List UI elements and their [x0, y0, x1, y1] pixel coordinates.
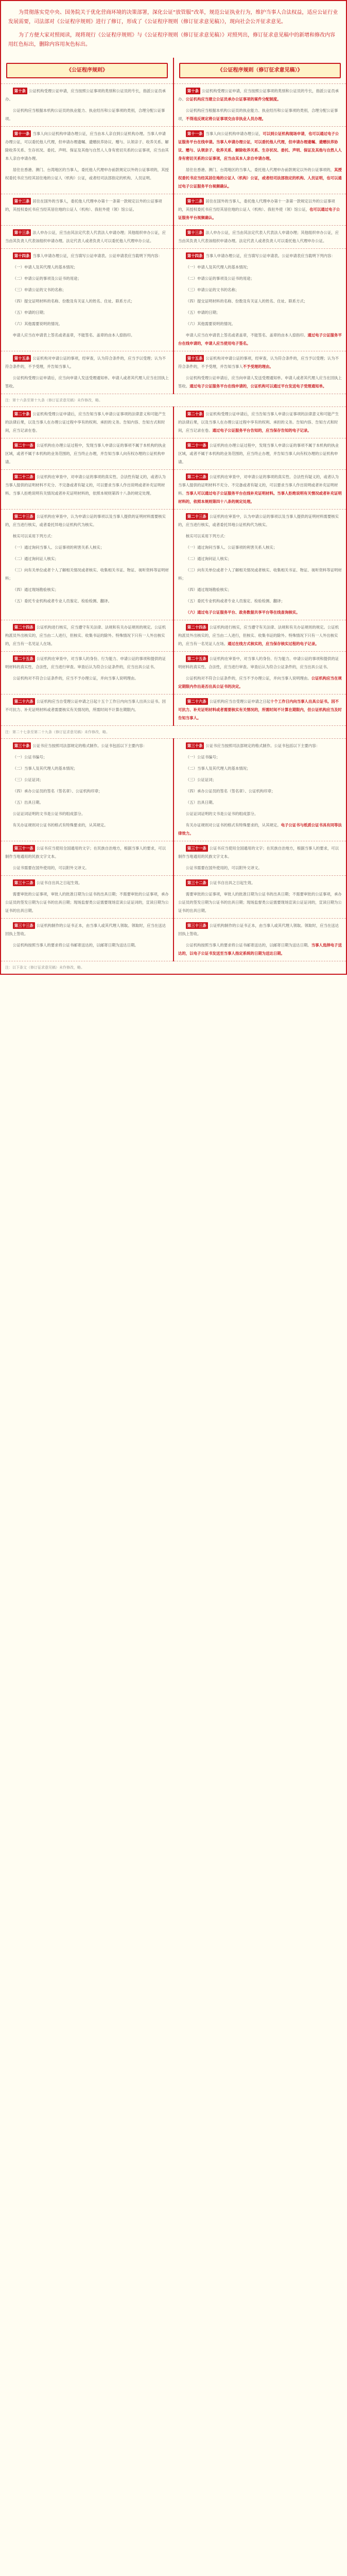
table-row — [1, 351, 346, 394]
clause-paragraph — [5, 309, 169, 317]
clause-text: 公证机构对申请公证的事项，经审查，认为符合条件的，应当予以受理；认为不符合条件的，不予受理，并告知当事人 — [178, 356, 339, 369]
revised-text: 通过电子公证服务平台告知的，应当保存告知的电子记录。 — [212, 428, 311, 433]
table-row — [1, 652, 346, 694]
clause-paragraph — [5, 166, 169, 182]
clause-paragraph — [5, 197, 169, 214]
clause-paragraph — [178, 374, 342, 391]
revised-text: 当事人选择电子送达的，以电子公证书发送至当事人指定系统的日期为送达日期。 — [178, 943, 342, 956]
revised-text: 通过在线方式核实的，应当保存核实过程的电子记录。 — [228, 641, 319, 646]
clause-text: 公证机构应当根据本机构公证员的执业能力、执业经历和公证事项的类别，合理分配公证事项， — [178, 108, 338, 121]
clause-text: 公证机构对不符合公证条件的，应当不予办理公证，并向当事人说明理由。 — [185, 676, 311, 681]
clause-text: 公证机构受理公证申请，应当按照公证事项的类别和公证员的专长，指派公证员承办。 — [5, 89, 166, 101]
article-number: 第十三条 — [13, 229, 31, 236]
right-cell — [173, 249, 346, 351]
clause-paragraph — [178, 320, 342, 328]
table-row — [1, 438, 346, 470]
clause-paragraph — [178, 922, 342, 938]
article-number: 第三十条 — [186, 742, 204, 749]
header-right: 《公证程序规则（修订征求意见稿）》 — [179, 63, 341, 78]
right-cell — [173, 652, 346, 694]
clause-text: （五）申请的日期； — [185, 310, 220, 315]
clause-paragraph — [178, 810, 342, 818]
clause-text: 居住在国外的当事人，委托他人代理申办第十一条第一款规定以外的公证事项的，其授权委托书应当经其居住地的公证人（机构）、我驻外使（领）馆公证。 — [5, 199, 162, 212]
clause-paragraph — [178, 263, 342, 272]
clause-paragraph — [5, 555, 169, 563]
clause-paragraph — [5, 844, 169, 861]
table-row — [1, 127, 346, 194]
clause-text: 公证机构在审查中，对当事人的身份、行为能力、申请公证的事项和提供的证明材料的真实性、合法性，应当进行审查。审查后认为符合公证条件的，应当出具公证书。 — [178, 656, 339, 669]
header-row — [1, 58, 346, 84]
clause-paragraph — [178, 229, 342, 245]
article-number: 第二十二条 — [186, 473, 208, 480]
revised-text: 通过电子公证服务平台在线申请的，申请人应当使用电子签名。 — [178, 333, 342, 346]
clause-paragraph — [5, 787, 169, 795]
clause-text: （二）当事人及其代理人的基本情况； — [12, 766, 78, 771]
clause-text: 有关办证规则对公证书的格式有特殊要求的，从其规定。 — [12, 823, 108, 827]
left-cell — [1, 407, 173, 438]
clause-text: （三）申请公证的文书的名称； — [185, 287, 239, 292]
clause-text: 核实可以采用下列方式： — [185, 534, 228, 538]
clause-text: 公证机构按照当事人的要求将公证书邮寄送达的，以邮寄日期为送达日期。 — [185, 943, 311, 947]
clause-text: 有关办证规则对公证书的格式有特殊要求的，从其规定。 — [185, 823, 281, 827]
article-number: 第三十条 — [13, 742, 31, 749]
clause-paragraph — [178, 597, 342, 605]
clause-text: 公证机构在审查中，对当事人的身份、行为能力、申请公证的事项和提供的证明材料的真实性、合法性，应当进行审查。审查后认为符合公证条件的，应当出具公证书。 — [5, 656, 166, 669]
clause-paragraph — [5, 374, 169, 391]
clause-text: 公证机构按照当事人的要求将公证书邮寄送达的，以邮寄日期为送达日期。 — [12, 943, 138, 947]
left-cell — [1, 194, 173, 226]
clause-paragraph — [5, 864, 169, 872]
clause-paragraph — [178, 513, 342, 529]
article-number: 第十四条 — [186, 252, 204, 259]
clause-paragraph — [178, 555, 342, 563]
left-cell — [1, 351, 173, 394]
note-cell: 注：第二十七条至第二十九条（修订征求意见稿）未作修改，略。 — [1, 726, 346, 739]
clause-text: 公证机构应当根据本机构公证员的执业能力、执业经历和公证事项的类别，合理分配公证事项。 — [5, 108, 165, 121]
clause-paragraph — [5, 922, 169, 938]
clause-paragraph — [5, 473, 169, 498]
clause-paragraph — [5, 331, 169, 340]
clause-text: 公证机构在办理公证过程中，发现当事人申请公证的事项不属于本机构的执业区域，或者不属于本机构的业务范围的，应当终止办理，并告知当事人向有权办理的公证机构申请。 — [5, 443, 166, 464]
clause-paragraph — [178, 252, 342, 260]
clause-text: 公证书需要在国外使用的，可以附外文译文。 — [12, 866, 89, 870]
article-number: 第二十条 — [186, 411, 204, 417]
clause-text: 公证机构应当自受理公证申请之日起十五个工作日内向当事人出具公证书。因不可抗力、补充证明材料或者需要核实有关情况的，所需时间不计算在期限内。 — [5, 699, 166, 712]
clause-text: （三）公证证词； — [12, 777, 43, 782]
header-right-cell — [173, 58, 346, 84]
article-number: 第十四条 — [13, 252, 31, 259]
article-number: 第二十条 — [13, 411, 31, 417]
revised-text: 公证机构应当在规定期限内作出是否出具公证书的决定。 — [178, 676, 342, 689]
clause-text: 公证机构受理公证申请，应当按照公证事项的类别和公证员的专长，指派公证员承办。 — [178, 89, 339, 101]
clause-text: （五）委托专业机构或者专业人员鉴定、检验检测、翻译； — [185, 599, 285, 603]
right-cell — [173, 438, 346, 470]
article-number: 第十条 — [186, 88, 200, 94]
revised-text: 不予受理的理由。 — [242, 364, 273, 369]
article-number: 第二十五条 — [13, 655, 35, 662]
article-number: 第三十三条 — [186, 922, 208, 929]
clause-text: （四）承办公证员的签名（签名章）、公证机构印章； — [12, 789, 102, 793]
left-cell — [1, 249, 173, 351]
clause-paragraph — [5, 354, 169, 371]
clause-paragraph — [178, 776, 342, 784]
table-row — [1, 961, 346, 974]
clause-paragraph — [178, 890, 342, 915]
clause-paragraph — [178, 442, 342, 466]
clause-paragraph — [178, 286, 342, 294]
revised-text: 通过电子公证服务平台在线申请的，公证机构可以通过平台发送电子受理通知单。 — [189, 384, 327, 388]
clause-paragraph — [5, 776, 169, 784]
clause-paragraph — [178, 941, 342, 958]
clause-text: 公证机构对不符合公证条件的，应当不予办理公证，并向当事人说明理由。 — [12, 676, 138, 681]
clause-paragraph — [178, 331, 342, 348]
clause-text: 公证机构受理公证申请后，应当告知当事人申请公证事项的法律意义和可能产生的法律后果，以及当事人在办理公证过程中享有的权利、承担的义务。告知内容、告知方式和时间，应当记录在卷。 — [178, 412, 339, 433]
clause-text: （三）申请公证的文书的名称； — [12, 287, 66, 292]
right-cell — [173, 739, 346, 841]
clause-text: 申请人应当在申请表上签名或者盖章，不能签名、盖章的由本人捺指印。 — [12, 333, 135, 337]
article-number: 第十一条 — [186, 130, 204, 137]
clause-paragraph — [5, 810, 169, 818]
clause-paragraph — [178, 275, 342, 283]
clause-paragraph — [178, 566, 342, 583]
clause-paragraph — [178, 742, 342, 750]
clause-text: 公证书应当按照司法部规定的格式制作。公证书包括以下主要内容： — [205, 743, 320, 748]
left-cell — [1, 438, 173, 470]
clause-text: 公证书应当使用全国通用的文字；在民族自治地方，根据当事人的要求，可以制作当地通用的民族文字文本。 — [178, 846, 339, 859]
clause-text: 公证机构制作的公证书正本，由当事人或其代理人领取。领取时，应当在送达回执上签收。 — [5, 923, 166, 936]
comparison-page — [0, 0, 347, 975]
right-cell — [173, 226, 346, 249]
right-cell — [173, 841, 346, 876]
table-row — [1, 841, 346, 876]
clause-paragraph — [178, 107, 342, 123]
clause-text: 公证书应当使用全国通用的文字；在民族自治地方，根据当事人的要求，可以制作当地通用的民族文字文本。 — [5, 846, 166, 859]
table-row — [1, 84, 346, 127]
article-number: 第二十六条 — [13, 698, 35, 705]
clause-text: 公证证词证明的文书是公证书的组成部分。 — [12, 811, 85, 816]
clause-text: （三）向有关单位或者个人了解相关情况或者核实、收集相关书证、物证、视听资料等证明材料； — [5, 568, 169, 581]
clause-paragraph — [178, 410, 342, 435]
clause-text: 公证书应当按照司法部规定的格式制作。公证书包括以下主要内容： — [32, 743, 147, 748]
clause-text: 公证机构应当自受理公证申请之日起 — [209, 699, 271, 704]
clause-paragraph — [5, 130, 169, 163]
article-number: 第二十四条 — [186, 624, 208, 631]
clause-text: （一）公证书编号； — [12, 755, 47, 759]
table-row — [1, 407, 346, 438]
right-cell — [173, 510, 346, 620]
clause-paragraph — [178, 586, 342, 594]
clause-text: 当事人向公证机构申请办理公证， — [205, 131, 263, 136]
right-cell — [173, 919, 346, 961]
clause-paragraph — [178, 166, 342, 191]
right-cell — [173, 876, 346, 919]
clause-text: （五）委托专业机构或者专业人员鉴定、检验检测、翻译。 — [12, 599, 112, 603]
article-number: 第二十二条 — [13, 473, 35, 480]
clause-text: 法人申办公证，应当由其法定代表人代表法人申请办理；其他组织申办公证，应当由其负责人代表该组织申请办理。法定代表人或者负责人可以委托他人代理申办公证。 — [178, 230, 339, 243]
clause-paragraph — [5, 410, 169, 435]
clause-text: （四）提交证明材料的名称、份数及有关证人的姓名、住址、联系方式； — [12, 299, 135, 303]
article-number: 第十二条 — [13, 198, 31, 205]
clause-text: 公证书自出具之日起生效。 — [209, 880, 255, 885]
clause-paragraph — [5, 586, 169, 594]
clause-paragraph — [5, 799, 169, 807]
article-number: 第十一条 — [13, 130, 31, 137]
clause-paragraph — [178, 197, 342, 222]
clause-text: 公证机构在审查中，对申请公证的事项的真实性、合法性有疑义的，或者认为当事人提供的证明材料不充分、不完备或者有疑义的，可以要求当事人作出说明或者补充证明材料。当事人拒绝说明有关情况或者补充证明材料的，依照本规则第四十八条的规定处理。 — [5, 474, 166, 496]
clause-text: 公证机构在审查中，认为申请公证的事项以及当事人提供的证明材料需要核实的，应当进行核实，或者委托异地公证机构代为核实。 — [178, 514, 339, 527]
right-cell — [173, 407, 346, 438]
clause-paragraph — [5, 532, 169, 540]
clause-paragraph — [5, 890, 169, 915]
revised-text: 不得违反规定将公证事项交由非执业人员办理。 — [185, 116, 266, 121]
table-row — [1, 876, 346, 919]
clause-paragraph — [5, 252, 169, 260]
clause-text: 当事人向公证机构申请办理公证，应当由本人亲自到公证机构办理。当事人申请办理公证，可以委托他人代理，但申请办理遗嘱、遗赠扶养协议、赠与、认领亲子、收养关系、解除收养关系、生存状况、委托、声明、保证及其他与自然人人身有密切关系的公证事项，应当由其本人亲自申请办理。 — [5, 131, 169, 161]
clause-paragraph — [5, 320, 169, 328]
revised-text: 也可以通过电子公证服务平台视频确认。 — [178, 207, 340, 220]
clause-text: （五）出具日期。 — [12, 800, 43, 805]
clause-text: （二）通过询问证人核实； — [185, 556, 232, 561]
clause-paragraph — [5, 229, 169, 245]
clause-text: 当事人申请办理公证，应当填写公证申请表。公证申请表应当载明下列内容： — [205, 253, 335, 258]
clause-text: （一）公证书编号； — [185, 755, 220, 759]
clause-paragraph — [5, 941, 169, 950]
clause-text: （四）通过现场勘验核实； — [12, 587, 59, 592]
left-cell — [1, 226, 173, 249]
clause-text: 当事人申请办理公证，应当填写公证申请表。公证申请表应当载明下列内容： — [32, 253, 162, 258]
note-cell: 注：以下条文（修订征求意见稿）未作修改，略。 — [1, 961, 346, 974]
article-number: 第三十一条 — [13, 845, 35, 852]
clause-text: （四）承办公证员的签名（签名章）、公证机构印章； — [185, 789, 275, 793]
left-cell — [1, 739, 173, 841]
revised-text: （六）通过电子公证服务平台、政务数据共享平台等在线查询核实。 — [185, 610, 300, 615]
clause-text: （一）申请人及其代理人的基本情况； — [12, 265, 78, 269]
clause-text: （一）通过询问当事人、公证事项的利害关系人核实； — [12, 545, 105, 550]
clause-paragraph — [178, 532, 342, 540]
clause-text: 核实可以采用下列方式： — [12, 534, 55, 538]
clause-paragraph — [178, 544, 342, 552]
clause-text: 公证机构进行核实，应当遵守有关法律、法规和有关办证规则的规定。公证机构派员外出核实的，应当由二人进行，但核实、收集书证的除外。特殊情况下只有一人外出核实的，应当有一名见证人在场。 — [178, 625, 339, 646]
right-cell — [173, 84, 346, 127]
article-number: 第二十三条 — [13, 513, 35, 520]
clause-text: （二）通过询问证人核实； — [12, 556, 59, 561]
note-cell: 注：第十六条至第十九条（修订征求意见稿）未作修改，略。 — [1, 394, 346, 407]
intro-section — [1, 1, 346, 58]
table-row — [1, 510, 346, 620]
clause-text: 公证机构受理公证申请后，应当向申请人发送受理通知单。申请人或者其代理人应当在回执上签收。 — [5, 376, 169, 388]
table-row — [1, 470, 346, 510]
table-row — [1, 726, 346, 739]
revised-text: 其授权委托书应当经其居住地的公证人（机构）公证，或者经司法部指定的机构、人员证明，也可以通过电子公证服务平台视频确认。 — [178, 167, 342, 189]
clause-text: （三）向有关单位或者个人了解相关情况或者核实、收集相关书证、物证、视听资料等证明材料； — [178, 568, 342, 581]
table-row — [1, 620, 346, 652]
clause-paragraph — [178, 655, 342, 671]
clause-paragraph — [5, 753, 169, 761]
clause-paragraph — [5, 275, 169, 283]
right-cell — [173, 351, 346, 394]
clause-paragraph — [5, 566, 169, 583]
table-row — [1, 919, 346, 961]
clause-text: 公证书需要在国外使用的，可以附外文译文。 — [185, 866, 262, 870]
clause-text: 居住在香港、澳门、台湾地区的当事人，委托他人代理申办前款规定以外的公证事项的， — [185, 167, 335, 172]
clause-text: 公证机构在审查中，对申请公证的事项的真实性、合法性有疑义的，或者认为当事人提供的证明材料不充分、不完备或者有疑义的，可以要求当事人作出说明或者补充证明材料。 — [178, 474, 339, 496]
clause-paragraph — [178, 765, 342, 773]
right-cell — [173, 620, 346, 652]
clause-text: 需要审批的公证事项，审批人的批准日期为公证书的出具日期；不需要审批的公证事项，承办公证员的签发日期为公证书的出具日期；现场监督类公证需要现场宣读公证证词的，宣读日期为公证书的出具日期。 — [178, 892, 342, 913]
clause-paragraph — [5, 821, 169, 829]
clause-paragraph — [178, 297, 342, 306]
article-number: 第三十二条 — [186, 879, 208, 886]
clause-text: （三）公证证词； — [185, 777, 216, 782]
clause-paragraph — [178, 473, 342, 506]
article-number: 第三十一条 — [186, 845, 208, 852]
clause-text: 居住在国外的当事人，委托他人代理申办第十一条第一款规定以外的公证事项的，其授权委托书应当经其居住地的公证人（机构）、我驻外使（领）馆公证， — [178, 199, 335, 212]
left-cell — [1, 620, 173, 652]
clause-text: （四）提交证明材料的名称、份数及有关证人的姓名、住址、联系方式； — [185, 299, 308, 303]
left-cell — [1, 876, 173, 919]
article-number: 第二十六条 — [186, 698, 208, 705]
clause-paragraph — [178, 130, 342, 163]
clause-paragraph — [5, 513, 169, 529]
revised-text: 十个工作日内向当事人出具公证书。因不可抗力、补充证明材料或者需要核实有关情况的，所需时间不计算在期限内，但公证机构应当及时告知当事人。 — [178, 699, 342, 720]
clause-text: （二）申请公证的事项及公证书的用途； — [185, 276, 254, 281]
right-cell — [173, 127, 346, 194]
clause-text: 公证机构进行核实，应当遵守有关法律、法规和有关办证规则的规定。公证机构派员外出核实的，应当由二人进行，但核实、收集书证的除外。特殊情况下只有一人外出核实的，应当有一名见证人在场。 — [5, 625, 166, 646]
clause-paragraph — [178, 799, 342, 807]
article-number: 第十二条 — [186, 198, 204, 205]
article-number: 第二十四条 — [13, 624, 35, 631]
clause-text: （一）通过询问当事人、公证事项的利害关系人核实； — [185, 545, 277, 550]
intro-paragraph-2: 为了方便大家对照阅读，现将现行《公证程序规则》与《公证程序规则（修订征求意见稿）》对照列出，修订征求意见稿中的新增和修改内容用红色标出，删除内容用灰色标出。 — [8, 32, 335, 47]
clause-paragraph — [5, 442, 169, 466]
clause-text: （二）申请公证的事项及公证书的用途； — [12, 276, 81, 281]
header-left-cell — [1, 58, 173, 84]
clause-text: 公证证词证明的文书是公证书的组成部分。 — [185, 811, 258, 816]
clause-paragraph — [5, 879, 169, 887]
clause-paragraph — [178, 354, 342, 371]
article-number: 第三十三条 — [13, 922, 35, 929]
clause-paragraph — [5, 674, 169, 683]
right-cell — [173, 194, 346, 226]
right-cell — [173, 470, 346, 510]
clause-paragraph — [178, 879, 342, 887]
clause-paragraph — [178, 787, 342, 795]
table-row — [1, 194, 346, 226]
header-left: 《公证程序规则》 — [6, 63, 168, 78]
clause-paragraph — [5, 87, 169, 104]
clause-text: 公证机构在审查中，认为申请公证的事项以及当事人提供的证明材料需要核实的，应当进行核实，或者委托异地公证机构代为核实。 — [5, 514, 166, 527]
clause-text: 需要审批的公证事项，审批人的批准日期为公证书的出具日期；不需要审批的公证事项，承办公证员的签发日期为公证书的出具日期；现场监督类公证需要现场宣读公证证词的，宣读日期为公证书的出具日期。 — [5, 892, 169, 913]
clause-text: （四）通过现场勘验核实； — [185, 587, 232, 592]
article-number: 第三十二条 — [13, 879, 35, 886]
clause-text: （五）出具日期。 — [185, 800, 216, 805]
article-number: 第十三条 — [186, 229, 204, 236]
left-cell — [1, 127, 173, 194]
right-cell — [173, 694, 346, 726]
clause-paragraph — [178, 608, 342, 617]
table-row — [1, 739, 346, 841]
article-number: 第二十一条 — [13, 442, 35, 449]
article-number: 第二十五条 — [186, 655, 208, 662]
clause-text: 公证机构受理公证申请后，应当向申请人发送受理通知单。申请人或者其代理人应当在回执上签收。 — [178, 376, 342, 388]
clause-paragraph — [5, 286, 169, 294]
article-number: 第十五条 — [13, 355, 31, 362]
table-row — [1, 249, 346, 351]
clause-paragraph — [5, 107, 169, 123]
clause-paragraph — [178, 309, 342, 317]
clause-paragraph — [5, 544, 169, 552]
left-cell — [1, 841, 173, 876]
clause-paragraph — [178, 674, 342, 691]
clause-text: 公证机构在办理公证过程中，发现当事人申请公证的事项不属于本机构的执业区域，或者不属于本机构的业务范围的，应当终止办理，并告知当事人向有权办理的公证机构申请。 — [178, 443, 339, 464]
clause-text: 公证机构制作的公证书正本，由当事人或其代理人领取。领取时，应当在送达回执上签收。 — [178, 923, 339, 936]
table-row — [1, 694, 346, 726]
clause-text: 居住在香港、澳门、台湾地区的当事人，委托他人代理申办前款规定以外的公证事项的，其授权委托书应当经其居住地的公证人（机构）公证，或者经司法部指定的机构、人员证明。 — [5, 167, 169, 180]
revised-text: 电子公证书与纸质公证书具有同等法律效力。 — [178, 823, 342, 836]
revised-text: 可以到公证机构现场申请，也可以通过电子公证服务平台在线申请。当事人申请办理公证，可以委托他人代理，但申请办理遗嘱、遗赠扶养协议、赠与、认领亲子、收养关系、解除收养关系、生存状况、委托、声明、保证及其他与自然人人身有密切关系的公证事项，应当由其本人亲自申请办理。 — [178, 131, 342, 161]
clause-paragraph — [5, 597, 169, 605]
clause-paragraph — [178, 821, 342, 838]
article-number: 第十条 — [13, 88, 27, 94]
clause-paragraph — [5, 765, 169, 773]
table-row — [1, 226, 346, 249]
clause-paragraph — [178, 844, 342, 861]
comparison-table — [1, 58, 346, 974]
clause-paragraph — [178, 864, 342, 872]
clause-paragraph — [5, 623, 169, 648]
clause-text: 申请人应当在申请表上签名或者盖章，不能签名、盖章的由本人捺指印。 — [185, 333, 308, 337]
revised-text: 公证机构应当建立公证员承办公证事项的案件分配制度。 — [185, 97, 281, 101]
left-cell — [1, 919, 173, 961]
clause-paragraph — [5, 698, 169, 714]
table-row — [1, 394, 346, 407]
clause-paragraph — [5, 263, 169, 272]
left-cell — [1, 510, 173, 620]
clause-paragraph — [178, 623, 342, 648]
clause-text: （六）其他需要说明的情况。 — [12, 321, 62, 326]
clause-paragraph — [178, 753, 342, 761]
left-cell — [1, 84, 173, 127]
clause-text: 法人申办公证，应当由其法定代表人代表法人申请办理；其他组织申办公证，应当由其负责人代表该组织申请办理。法定代表人或者负责人可以委托他人代理申办公证。 — [5, 230, 166, 243]
clause-text: （五）申请的日期； — [12, 310, 47, 315]
intro-paragraph-1: 为贯彻落实党中央、国务院关于优化营商环境的决策部署，深化公证“放管服”改革，规范公证执业行为，维护当事人合法权益，适应公证行业发展需要，司法部对《公证程序规则》进行了修订，形成了《公证程序规则（修订征求意见稿）》，现向社会公开征求意见。 — [8, 10, 338, 25]
clause-paragraph — [5, 655, 169, 671]
clause-text: （一）申请人及其代理人的基本情况； — [185, 265, 251, 269]
clause-paragraph — [178, 87, 342, 104]
clause-text: 公证机构对申请公证的事项，经审查，认为符合条件的，应当予以受理；认为不符合条件的，不予受理，并告知当事人。 — [5, 356, 166, 369]
clause-text: （六）其他需要说明的情况。 — [185, 321, 235, 326]
left-cell — [1, 652, 173, 694]
clause-text: 公证书自出具之日起生效。 — [36, 880, 82, 885]
clause-text: （二）当事人及其代理人的基本情况； — [185, 766, 251, 771]
clause-paragraph — [5, 297, 169, 306]
article-number: 第二十三条 — [186, 513, 208, 520]
left-cell — [1, 694, 173, 726]
article-number: 第二十一条 — [186, 442, 208, 449]
clause-paragraph — [5, 742, 169, 750]
clause-text: 公证机构受理公证申请后，应当告知当事人申请公证事项的法律意义和可能产生的法律后果，以及当事人在办理公证过程中享有的权利、承担的义务。告知内容、告知方式和时间，应当记录在卷。 — [5, 412, 166, 433]
article-number: 第十五条 — [186, 355, 204, 362]
revised-text: 当事人可以通过电子公证服务平台在线补充证明材料。当事人拒绝说明有关情况或者补充证明材料的，依照本规则第四十八条的规定处理。 — [178, 491, 342, 504]
clause-paragraph — [178, 698, 342, 722]
left-cell — [1, 470, 173, 510]
